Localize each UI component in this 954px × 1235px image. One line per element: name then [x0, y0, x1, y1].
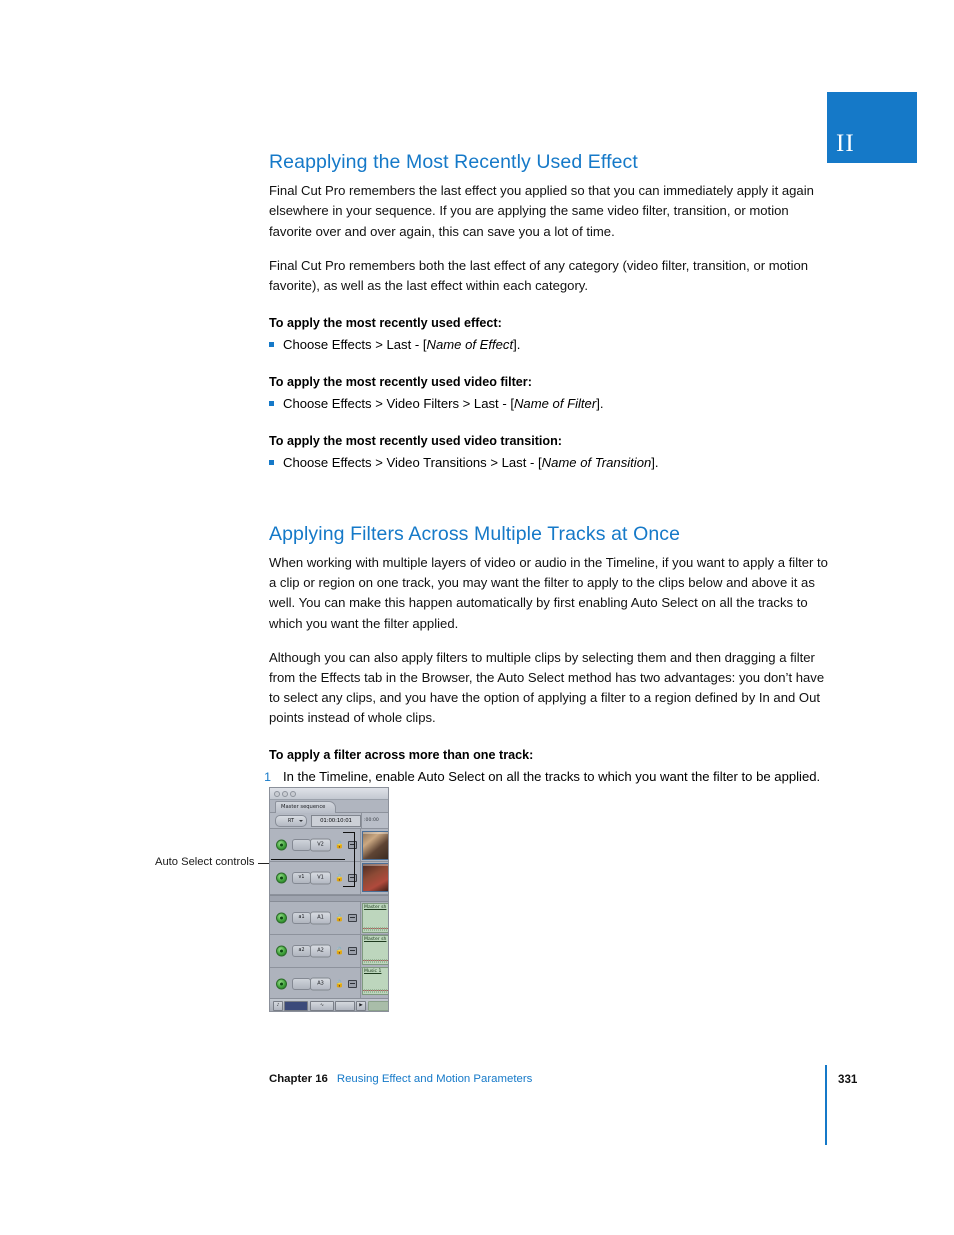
task-heading: To apply the most recently used effect: — [269, 315, 502, 330]
step-text-italic: Name of Transition — [541, 454, 652, 470]
chevron-down-icon — [299, 820, 303, 822]
rt-popup-button[interactable] — [275, 815, 307, 827]
audible-icon-a2[interactable] — [348, 947, 357, 955]
minimize-icon[interactable] — [282, 791, 288, 797]
clip-lane — [361, 788, 388, 1011]
timeline-window-figure — [269, 787, 389, 1012]
page-content — [264, 150, 829, 787]
step-text-suffix: ]. — [513, 336, 521, 352]
paragraph: Although you can also apply filters to multiple clips by selecting them and then dragging a filter from the Effects tab in the Browser, the Auto Select method has two advantages: you don’t have to select any clips, and you have the option of applying a filter to a region defined by In and Out points instead of whole clips. — [269, 649, 825, 725]
lock-icon-a2[interactable]: 🔓 — [335, 947, 344, 955]
timecode-field[interactable]: 01:00:10:01 — [311, 815, 361, 827]
audio-clip-a3-label: Music 1 — [364, 969, 382, 974]
audio-clip-a1[interactable] — [362, 903, 388, 933]
audio-mute-icon[interactable]: ♪ — [273, 1001, 283, 1011]
page-number: 331 — [838, 1073, 858, 1086]
video-clip-v2[interactable] — [362, 831, 388, 860]
horizontal-scrollbar[interactable] — [368, 1001, 389, 1011]
lock-icon-v2[interactable]: 🔓 — [335, 841, 344, 849]
task-step — [269, 453, 829, 473]
auto-select-control-a1[interactable] — [276, 913, 287, 924]
step-text-prefix: Choose Effects > Last - [ — [283, 336, 427, 352]
audible-icon-a1[interactable] — [348, 914, 357, 922]
audio-clip-a1-label: Master sh — [364, 905, 387, 910]
numbered-step — [264, 767, 829, 787]
page-number-rule — [825, 1065, 827, 1145]
step-text-prefix: Choose Effects > Video Filters > Last - [ — [283, 395, 514, 411]
source-button-v2[interactable] — [292, 839, 311, 851]
paragraph: Final Cut Pro remembers both the last effect of any category (video filter, transition, or motion favorite), as well as the last effect within each category. — [269, 257, 809, 293]
step-text: In the Timeline, enable Auto Select on all the tracks to which you want the filter to be applied. — [283, 768, 821, 784]
source-button-v1[interactable]: v1 — [292, 872, 311, 884]
section-heading: Applying Filters Across Multiple Tracks at Once — [269, 522, 681, 545]
paragraph: When working with multiple layers of video or audio in the Timeline, if you want to apply a filter to a clip or region on one track, you may want the filter to apply to the clips below and above it as well. You can make this happen automatically by first enabling Auto Select on all the tracks to which you want the filter applied. — [269, 555, 828, 631]
step-text-prefix: Choose Effects > Video Transitions > Last - [ — [283, 454, 542, 470]
square-bullet-icon — [269, 460, 274, 465]
square-bullet-icon — [269, 401, 274, 406]
paragraph: Final Cut Pro remembers the last effect you applied so that you can immediately apply it again elsewhere in your sequence. If you are applying the same video filter, transition, or motion favorite over and over again, this can save you a lot of time. — [269, 183, 814, 239]
step-text-italic: Name of Filter — [513, 395, 597, 411]
auto-select-control-v1[interactable] — [276, 873, 287, 884]
rt-popup-label: RT — [287, 818, 295, 824]
step-text-suffix: ]. — [596, 395, 604, 411]
zoom-icon[interactable] — [290, 791, 296, 797]
figure-callout-label: Auto Select controls — [155, 856, 255, 868]
video-clip-v1[interactable] — [362, 863, 388, 892]
audio-clip-a3[interactable] — [362, 967, 388, 995]
track-height-control[interactable] — [335, 1001, 355, 1011]
linked-selection-icon[interactable]: ▶ — [356, 1001, 366, 1011]
task-step — [269, 335, 829, 355]
source-button-a1[interactable]: a1 — [292, 912, 311, 924]
chapter-tab — [827, 92, 917, 163]
lock-icon-a1[interactable]: 🔓 — [335, 914, 344, 922]
auto-select-bracket-stem — [271, 859, 345, 860]
timeline-bottom-toolbar — [270, 998, 388, 1011]
auto-select-control-v2[interactable] — [276, 840, 287, 851]
auto-select-control-a2[interactable] — [276, 946, 287, 957]
chapter-tab-numeral: II — [836, 130, 855, 157]
track-button-a1[interactable]: A1 — [310, 912, 331, 925]
track-button-v1[interactable]: V1 — [310, 872, 331, 885]
task-step — [269, 394, 829, 414]
task-heading: To apply the most recently used video transition: — [269, 433, 562, 448]
track-button-v2[interactable]: V2 — [310, 839, 331, 852]
step-text-suffix: ]. — [651, 454, 659, 470]
track-button-a2[interactable]: A2 — [310, 945, 331, 958]
audio-clip-a2-label: Master sh — [364, 937, 387, 942]
tab-master-sequence[interactable]: Master sequence — [275, 801, 336, 813]
task-heading: To apply the most recently used video filter: — [269, 374, 532, 389]
lock-icon-a3[interactable]: 🔓 — [335, 980, 344, 988]
auto-select-control-a3[interactable] — [276, 979, 287, 990]
source-button-a2[interactable]: a2 — [292, 945, 311, 957]
step-text-italic: Name of Effect — [426, 336, 514, 352]
footer — [269, 1073, 532, 1085]
footer-chapter-title: Reusing Effect and Motion Parameters — [336, 1073, 533, 1085]
source-button-a3[interactable] — [292, 978, 311, 990]
square-bullet-icon — [269, 342, 274, 347]
close-icon[interactable] — [274, 791, 280, 797]
footer-chapter: Chapter 16 — [269, 1073, 328, 1085]
task-heading: To apply a filter across more than one track: — [269, 747, 534, 762]
page-title: Reapplying the Most Recently Used Effect — [269, 151, 638, 173]
audible-icon-a3[interactable] — [348, 980, 357, 988]
track-button-a3[interactable]: A3 — [310, 978, 331, 991]
audio-clip-a2[interactable] — [362, 935, 388, 965]
lock-icon-v1[interactable]: 🔓 — [335, 874, 344, 882]
keyframe-toggle-icon[interactable]: ∿ — [310, 1001, 334, 1011]
zoom-slider[interactable] — [284, 1001, 308, 1011]
step-number: 1 — [264, 769, 271, 784]
timeline-ruler[interactable]: :00:00 — [361, 813, 388, 828]
